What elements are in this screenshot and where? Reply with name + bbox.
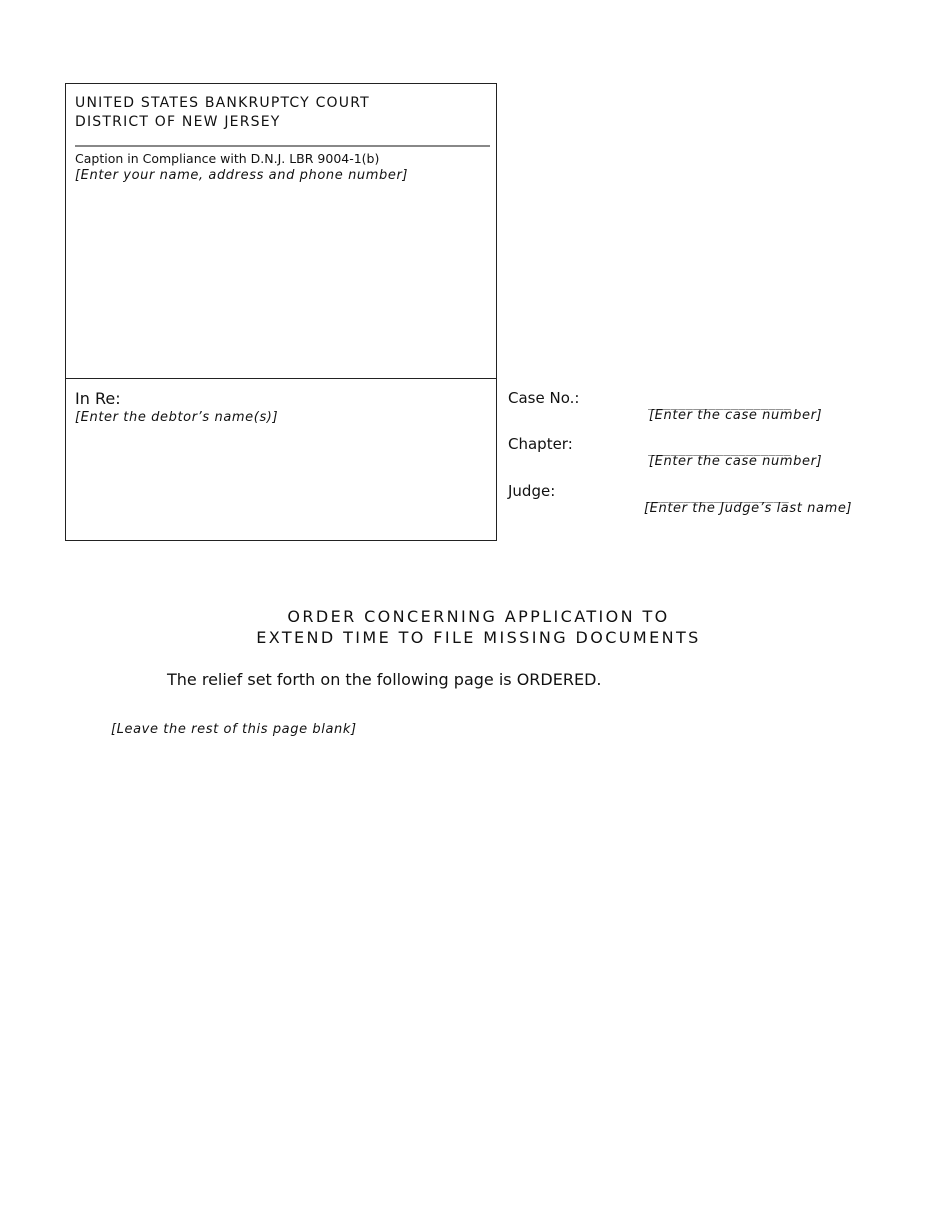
chapter-blank[interactable]: ___________________ xyxy=(648,442,791,456)
case-number-hint: [Enter the case number] xyxy=(649,408,823,423)
leave-blank-note: [Leave the rest of this page blank] xyxy=(111,722,357,737)
relief-statement: The relief set forth on the following page is ORDERED. xyxy=(167,670,602,689)
caption-box xyxy=(65,83,497,541)
name-address-placeholder[interactable]: [Enter your name, address and phone number] xyxy=(75,168,409,183)
judge-blank[interactable]: ___________________ xyxy=(646,489,789,503)
chapter-label: Chapter: xyxy=(508,435,573,453)
chapter-hint: [Enter the case number] xyxy=(649,454,823,469)
judge-hint: [Enter the Judge’s last name] xyxy=(644,501,853,516)
case-number-blank[interactable]: ___________________ xyxy=(648,396,791,410)
court-district: DISTRICT OF NEW JERSEY xyxy=(75,114,281,130)
court-name: UNITED STATES BANKRUPTCY COURT xyxy=(75,95,370,111)
order-title-line-2: EXTEND TIME TO FILE MISSING DOCUMENTS xyxy=(256,628,701,647)
compliance-note: Caption in Compliance with D.N.J. LBR 9004-1(b) xyxy=(75,151,380,166)
judge-label: Judge: xyxy=(508,482,556,500)
debtor-name-placeholder[interactable]: [Enter the debtor’s name(s)] xyxy=(75,410,279,425)
caption-divider xyxy=(75,145,490,147)
in-re-label: In Re: xyxy=(75,389,121,408)
order-title-line-1: ORDER CONCERNING APPLICATION TO xyxy=(287,607,670,626)
caption-header-section xyxy=(66,84,496,379)
case-number-label: Case No.: xyxy=(508,389,580,407)
